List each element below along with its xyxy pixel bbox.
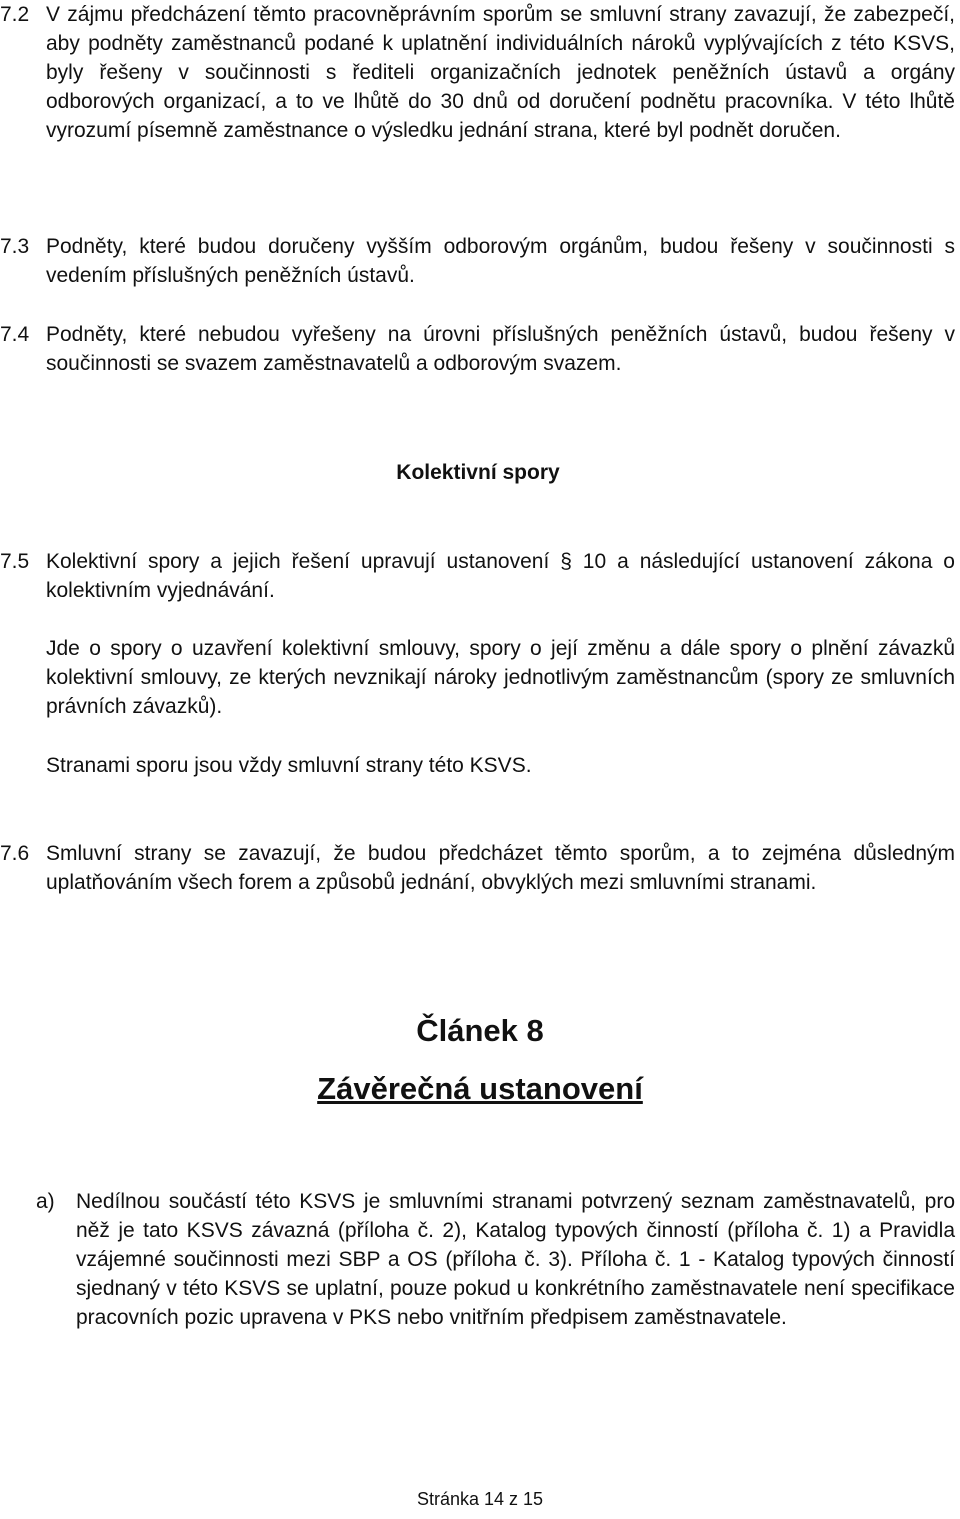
text-fragment: 10 a následující ustanovení zákona o kolektivním vyjednávání. xyxy=(46,550,955,602)
paragraph-text: Smluvní strany se zavazují, že budou předcházet těmto sporům, a to zejména důsledným uplatňováním všech forem a způsobů jednání, obvyklých mezi smluvními stranami. xyxy=(46,842,955,894)
paragraph-text xyxy=(0,547,955,605)
paragraph-7-2 xyxy=(0,0,955,145)
paragraph-text: V zájmu předcházení těmto pracovněprávním sporům se smluvní strany zavazují, že zabezpečí, aby podněty zaměstnanců podané k uplatnění individuálních nároků vyplývajících z této KSVS, byly řešeny v součinnosti s řediteli organizačních jednotek peněžních ústavů a orgány odborových organizací, a to ve lhůtě do 30 dnů od doručení podnětu pracovníka. V této lhůtě vyrozumí písemně zaměstnance o výsledku jednání strana, které byl podnět doručen. xyxy=(46,3,955,142)
paragraph-text: Podněty, které budou doručeny vyšším odborovým orgánům, budou řešeny v součinnosti s vedením příslušných peněžních ústavů. xyxy=(46,235,955,287)
page-footer: Stránka 14 z 15 xyxy=(416,1489,544,1509)
paragraph-7-3 xyxy=(0,232,955,290)
section-heading-kolektivni-spory: Kolektivní spory xyxy=(396,461,560,484)
paragraph-number: 7.6 xyxy=(0,842,30,865)
paragraph-7-5-parties: Stranami sporu jsou vždy smluvní strany této KSVS. xyxy=(46,754,532,777)
list-item-a xyxy=(0,1187,955,1332)
paragraph-text: Podněty, které nebudou vyřešeny na úrovni příslušných peněžních ústavů, budou řešeny v součinnosti se svazem zaměstnavatelů a odborovým svazem. xyxy=(46,323,955,375)
article-title: Závěrečná ustanovení xyxy=(317,1071,643,1106)
paragraph-7-5-continuation: Jde o spory o uzavření kolektivní smlouvy, spory o její změnu a dále spory o plnění závazků kolektivní smlouvy, ze kterých nevznikají nároky jednotlivým zaměstnancům (spory ze smluvních právních závazků). xyxy=(46,637,955,718)
paragraph-7-4 xyxy=(0,320,955,378)
paragraph-7-6 xyxy=(0,839,955,897)
list-item-text: Nedílnou součástí této KSVS je smluvními stranami potvrzený seznam zaměstnavatelů, pro něž je tato KSVS závazná (příloha č. 2), Katalog typových činností (příloha č. 1) a Pravidla vzájemné součinnosti mezi SBP a OS (příloha č. 3). Příloha č. 1 - Katalog typových činností sjednaný v této KSVS se uplatní, pouze pokud u konkrétního zaměstnavatele není specifikace pracovních pozic upravena v PKS nebo vnitřním předpisem zaměstnavatele. xyxy=(76,1190,955,1329)
paragraph-number: 7.2 xyxy=(0,3,30,26)
article-heading: Článek 8 xyxy=(416,1013,544,1048)
paragraph-number: 7.3 xyxy=(0,235,30,258)
text-fragment: Kolektivní spory a jejich řešení upravují ustanovení xyxy=(46,550,561,573)
paragraph-number: 7.4 xyxy=(0,323,30,346)
paragraph-number: 7.5 xyxy=(0,550,30,573)
section-sign: § xyxy=(560,550,572,573)
list-marker: a) xyxy=(36,1190,55,1213)
paragraph-7-5 xyxy=(0,547,955,605)
